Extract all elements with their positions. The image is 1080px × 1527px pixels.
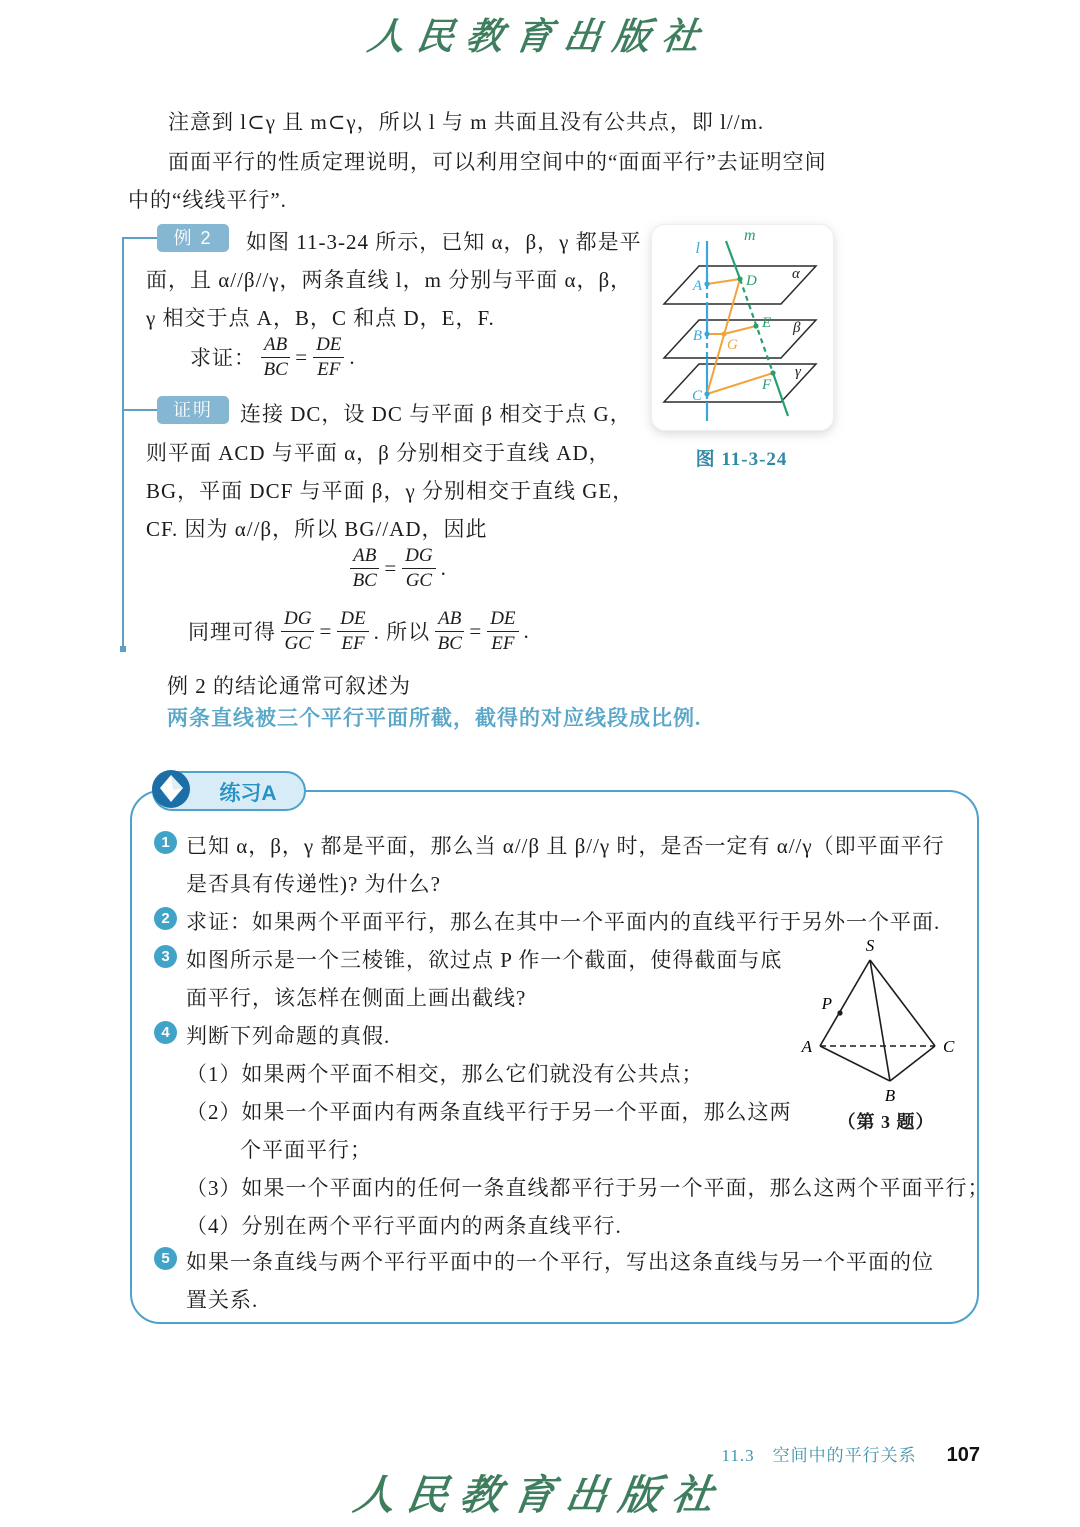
label-D: D (746, 273, 757, 289)
proof-conclusion: 两条直线被三个平行平面所截，截得的对应线段成比例. (167, 706, 702, 730)
example-bracket-end-dot (120, 646, 126, 652)
label-A: A (801, 1037, 812, 1056)
item-1-number: 1 (154, 831, 177, 854)
item-3-line-1: 如图所示是一个三棱锥，欲过点 P 作一个截面，使得截面与底 (186, 948, 783, 972)
item-2-line-1: 求证：如果两个平面平行，那么在其中一个平面内的直线平行于另外一个平面. (186, 910, 941, 934)
fraction-ab-bc-3: $\frac{AB}{BC}$ (435, 608, 464, 655)
proof-line-4: CF. 因为 α//β，所以 BG//AD，因此 (146, 517, 488, 541)
footer-page-number: 107 (946, 1444, 980, 1466)
label-l: l (695, 240, 700, 257)
proof-similarly-line (188, 608, 530, 655)
label-alpha: α (792, 266, 800, 282)
prove-prefix: 求证： (190, 346, 256, 370)
proof-badge: 证明 (157, 396, 229, 424)
period: . (523, 618, 530, 643)
proof-remark: 例 2 的结论通常可叙述为 (167, 674, 411, 698)
figure-11-3-24-caption: 图 11-3-24 (695, 449, 788, 470)
label-F: F (762, 377, 772, 393)
proof-formula (146, 545, 646, 592)
intro-line-1: 注意到 l⊂γ 且 m⊂γ，所以 l 与 m 共面且没有公共点，即 l//m. (168, 110, 765, 134)
intro-line-2: 面面平行的性质定理说明，可以利用空间中的“面面平行”去证明空间 (168, 150, 827, 174)
item-4-number: 4 (154, 1021, 177, 1044)
period: . (349, 344, 356, 369)
period: . (440, 555, 447, 580)
point-E (753, 323, 758, 328)
point-B (704, 331, 709, 336)
item-4-sub-2: （2）如果一个平面内有两条直线平行于另一个平面，那么这两 (186, 1100, 792, 1124)
item-1-line-2: 是否具有传递性)? 为什么? (186, 872, 441, 896)
point-C (704, 391, 709, 396)
equals-sign: = (295, 344, 309, 369)
label-C: C (943, 1037, 955, 1056)
item-4-sub-2-cont: 个平面平行； (240, 1138, 372, 1162)
label-m: m (744, 227, 756, 244)
item-3-number: 3 (154, 945, 177, 968)
point-P (837, 1010, 842, 1015)
line-m (726, 241, 788, 416)
item-5-line-1: 如果一条直线与两个平行平面中的一个平行，写出这条直线与另一个平面的位 (186, 1250, 934, 1274)
item-2-number: 2 (154, 907, 177, 930)
example-bracket-line (122, 238, 124, 648)
practice-header-pill (152, 771, 306, 811)
example-line-1: 如图 11-3-24 所示，已知 α，β，γ 都是平 (246, 230, 642, 254)
practice-title: 练习A (219, 782, 277, 805)
item-4-sub-4: （4）分别在两个平行平面内的两条直线平行. (186, 1214, 622, 1238)
practice-pencil-icon (150, 768, 192, 815)
label-C: C (691, 388, 702, 404)
label-P: P (821, 994, 832, 1013)
equals-sign: = (384, 555, 398, 580)
fraction-ab-bc-2: $\frac{AB}{BC}$ (350, 545, 379, 592)
proof-line-3: BG，平面 DCF 与平面 β，γ 分别相交于直线 GE， (146, 479, 635, 503)
label-A: A (692, 278, 702, 294)
equals-sign: = (469, 618, 483, 643)
footer-section-title: 11.3 空间中的平行关系 (721, 1446, 917, 1465)
label-gamma: γ (795, 364, 801, 380)
publisher-logo-top: 人民教育出版社 (364, 17, 714, 58)
label-B: B (692, 328, 702, 344)
point-F (770, 370, 775, 375)
point-A (704, 281, 709, 286)
intro-line-3: 中的“线线平行”. (128, 188, 287, 212)
label-S: S (865, 936, 875, 955)
point-D (737, 276, 742, 281)
item-1-line-1: 已知 α，β，γ 都是平面，那么当 α//β 且 β//γ 时，是否一定有 α//γ（即平面平行 (186, 834, 945, 858)
label-B: B (884, 1086, 896, 1105)
figure-11-3-24-drawing (652, 225, 833, 430)
item-5-number: 5 (154, 1247, 177, 1270)
label-beta: β (793, 320, 801, 336)
point-G (721, 331, 726, 336)
similarly-mid: . 所以 (373, 620, 431, 645)
fraction-dg-gc: $\frac{DG}{GC}$ (402, 545, 435, 592)
fraction-de-ef: $\frac{DE}{EF}$ (313, 334, 344, 381)
example-line-3: γ 相交于点 A，B，C 和点 D，E，F. (146, 306, 495, 330)
fraction-dg-gc-2: $\frac{DG}{GC}$ (281, 608, 314, 655)
item-4-sub-3: （3）如果一个平面内的任何一条直线都平行于另一个平面，那么这两个平面平行； (186, 1176, 990, 1200)
label-E: E (762, 315, 772, 331)
example-line-2: 面，且 α//β//γ，两条直线 l，m 分别与平面 α，β， (146, 268, 633, 292)
fraction-ab-bc: $\frac{AB}{BC}$ (261, 334, 290, 381)
proof-line-2: 则平面 ACD 与平面 α，β 分别相交于直线 AD， (146, 441, 611, 465)
equals-sign: = (319, 618, 333, 643)
fraction-de-ef-2: $\frac{DE}{EF}$ (337, 608, 368, 655)
publisher-logo-bottom: 人民教育出版社 (350, 1472, 729, 1518)
fraction-de-ef-3: $\frac{DE}{EF}$ (487, 608, 518, 655)
example-bracket-mid-tick (122, 409, 157, 411)
example-bracket-top-tick (122, 237, 157, 239)
similarly-prefix: 同理可得 (188, 620, 276, 645)
example-prove-formula (190, 330, 356, 384)
proof-line-1: 连接 DC，设 DC 与平面 β 相交于点 G， (240, 402, 632, 426)
figure-11-3-24-card (651, 224, 834, 431)
label-G: G (727, 337, 738, 353)
tetrahedron-caption: （第 3 题） (837, 1112, 935, 1132)
tetrahedron-figure (796, 936, 976, 1108)
example-badge: 例 2 (157, 224, 229, 252)
item-3-line-2: 面平行，该怎样在侧面上画出截线? (186, 986, 527, 1010)
item-4-line-1: 判断下列命题的真假. (186, 1024, 391, 1048)
item-4-sub-1: （1）如果两个平面不相交，那么它们就没有公共点； (186, 1062, 704, 1086)
item-5-line-2: 置关系. (186, 1288, 259, 1312)
